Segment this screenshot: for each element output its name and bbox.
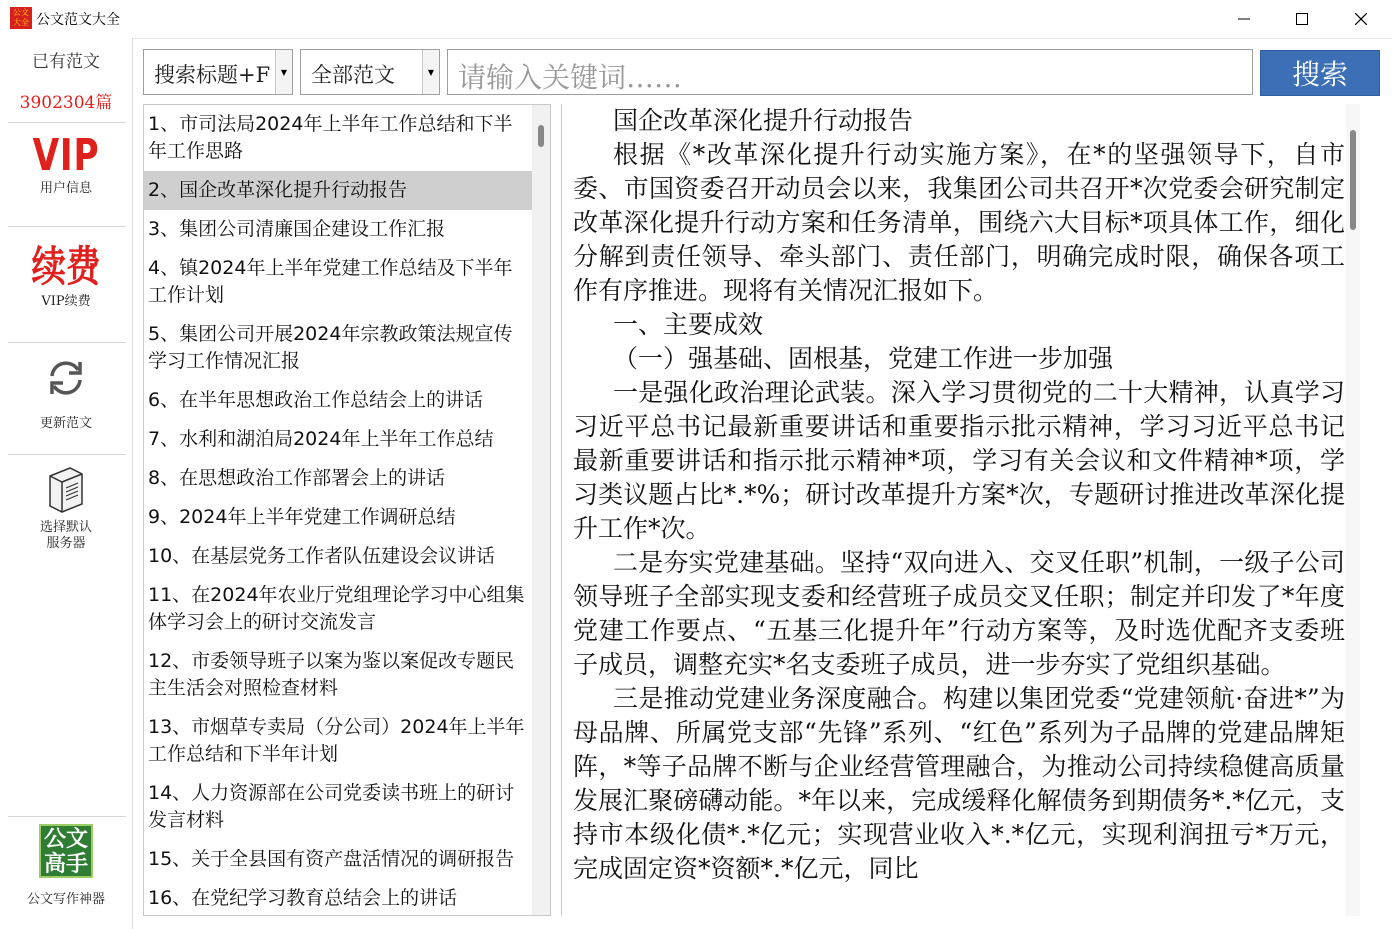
article-content	[573, 104, 1345, 886]
category-select[interactable]	[300, 49, 440, 95]
maximize-button[interactable]	[1273, 0, 1331, 38]
close-button[interactable]	[1332, 0, 1390, 38]
chevron-down-icon[interactable]: ▼	[275, 50, 292, 94]
sidebar-item-label: 用户信息	[39, 181, 92, 196]
article-paragraph: 一是强化政治理论武装。深入学习贯彻党的二十大精神，认真学习习近平总书记最新重要讲话和重要指示批示精神，学习习近平总书记最新重要讲话和指示批示精神*项，学习有关会议和文件精神*项，学习类议题占比*.*%；研讨改革提升方案*次，专题研讨推进改革深化提升工作*次。	[573, 378, 1345, 543]
search-type-value: 搜索标题+F	[154, 63, 270, 87]
window-title: 公文范文大全	[36, 12, 120, 28]
sidebar-divider	[8, 342, 126, 343]
article-list	[144, 105, 532, 916]
search-input[interactable]: 请输入关键词……	[447, 49, 1253, 95]
article-paragraph: 三是推动党建业务深度融合。构建以集团党委“党建领航·奋进*”为母品牌、所属党支部“先锋”系列、“红色”系列为子品牌的党建品牌矩阵，*等子品牌不断与企业经营管理融合，为推动公司持续稳健高质量发展汇聚磅礴动能。*年以来，完成缓释化解债务到期债务*.*亿元，支持市本级化债*.*亿元；实现营业收入*.*亿元，实现利润扭亏*万元，完成固定资*资额*.*亿元，同比	[573, 684, 1345, 883]
list-item[interactable]: 1、市司法局2024年上半年工作总结和下半年工作思路	[148, 113, 513, 162]
list-item[interactable]: 3、集团公司清廉国企建设工作汇报	[148, 218, 446, 240]
sidebar-divider	[8, 122, 126, 123]
search-type-select[interactable]	[143, 49, 293, 95]
list-item[interactable]: 9、2024年上半年党建工作调研总结	[148, 506, 456, 528]
sidebar-divider	[8, 454, 126, 455]
app-icon: 公文 大全	[10, 7, 32, 29]
list-item[interactable]: 6、在半年思想政治工作总结会上的讲话	[148, 389, 484, 411]
article-count-label: 已有范文	[32, 52, 100, 72]
article-paragraph: 二是夯实党建基础。坚持“双向进入、交叉任职”机制，一级子公司领导班子全部实现支委和经营班子成员交叉任职；制定并印发了*年度党建工作要点、“五基三化提升年”行动方案等，及时选优配齐支委班子成员，调整充实*名支委班子成员，进一步夯实了党组织基础。	[573, 548, 1345, 679]
list-item[interactable]: 14、人力资源部在公司党委读书班上的研讨发言材料	[148, 782, 515, 831]
list-item[interactable]: 8、在思想政治工作部署会上的讲话	[148, 467, 446, 489]
list-item[interactable]: 12、市委领导班子以案为鉴以案促改专题民主生活会对照检查材料	[148, 650, 515, 699]
category-value: 全部范文	[311, 63, 395, 87]
sidebar-item-writing-tool[interactable]	[0, 824, 132, 908]
list-item[interactable]: 11、在2024年农业厅党组理论学习中心组集体学习会上的研讨交流发言	[148, 584, 525, 633]
list-item[interactable]: 16、在党纪学习教育总结会上的讲话	[148, 887, 458, 909]
article-content-panel	[561, 104, 1361, 916]
article-count: 3902304篇	[19, 93, 113, 113]
chevron-down-icon[interactable]: ▼	[422, 50, 439, 94]
sidebar-item-label: 选择默认 服务器	[39, 520, 92, 551]
list-item[interactable]: 10、在基层党务工作者队伍建设会议讲话	[148, 545, 496, 567]
sidebar-item-update[interactable]	[0, 356, 132, 432]
vip-logo: VIP	[32, 130, 100, 181]
close-icon	[1355, 13, 1367, 25]
article-paragraph: 一、主要成效	[613, 310, 764, 339]
sidebar-item-label: 更新范文	[39, 416, 92, 431]
minimize-button[interactable]	[1215, 0, 1273, 38]
list-item[interactable]: 13、市烟草专卖局（分公司）2024年上半年工作总结和下半年计划	[148, 716, 525, 765]
sidebar-item-label: 公文写作神器	[26, 892, 105, 907]
sidebar-divider	[8, 816, 126, 817]
list-scrollbar[interactable]	[532, 105, 550, 915]
sidebar-item-user-info[interactable]	[0, 130, 132, 197]
list-item[interactable]: 7、水利和湖泊局2024年上半年工作总结	[148, 428, 494, 450]
content-scrollbar[interactable]	[1346, 104, 1360, 916]
article-paragraph: 根据《*改革深化提升行动实施方案》，在*的坚强领导下，自市委、市国资委召开动员会以来，我集团公司共召开*次党委会研究制定改革深化提升行动方案和任务清单，围绕六大目标*项具体工作，细化分解到责任领导、牵头部门、责任部门，明确完成时限，确保各项工作有序推进。现将有关情况汇报如下。	[573, 140, 1345, 305]
title-bar	[0, 0, 1392, 38]
article-title: 国企改革深化提升行动报告	[613, 106, 914, 135]
sidebar-item-label: VIP续费	[41, 294, 91, 309]
sidebar	[0, 38, 133, 929]
sidebar-divider	[8, 226, 126, 227]
server-icon	[44, 464, 88, 516]
search-button[interactable]: 搜索	[1260, 50, 1380, 96]
article-paragraph: （一）强基础、固根基，党建工作进一步加强	[613, 344, 1114, 373]
list-item[interactable]: 2、国企改革深化提升行动报告	[144, 171, 532, 210]
sidebar-item-server[interactable]	[0, 464, 132, 552]
list-item[interactable]: 4、镇2024年上半年党建工作总结及下半年工作计划	[148, 257, 513, 306]
renew-logo: 续费	[31, 242, 101, 291]
list-item[interactable]: 15、关于全县国有资产盘活情况的调研报告	[148, 848, 515, 870]
maximize-icon	[1296, 13, 1308, 25]
refresh-icon	[44, 356, 88, 400]
list-item[interactable]: 5、集团公司开展2024年宗教政策法规宣传学习工作情况汇报	[148, 323, 513, 372]
sidebar-item-vip-renew[interactable]	[0, 234, 132, 310]
article-list-panel	[143, 104, 551, 916]
list-scrollbar-thumb[interactable]	[538, 125, 544, 147]
minimize-icon	[1238, 13, 1250, 25]
content-scrollbar-thumb[interactable]	[1350, 130, 1356, 230]
brand-logo: 公文 高手	[39, 824, 93, 878]
title-divider	[0, 38, 1392, 39]
